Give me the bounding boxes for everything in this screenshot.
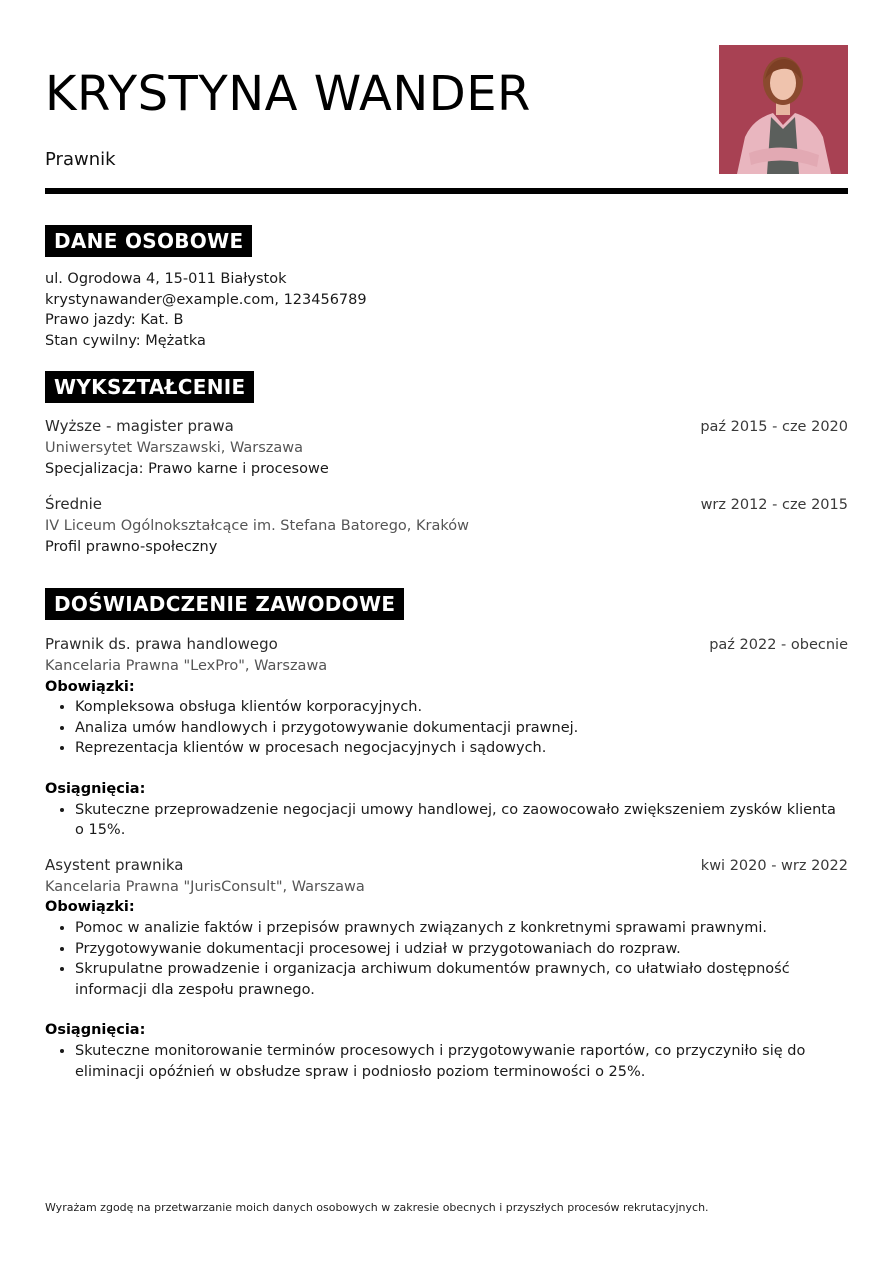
education-section: [45, 371, 848, 557]
education-entry: [45, 494, 848, 557]
list-item: • Pomoc w analizie faktów i przepisów prawnych związanych z konkretnymi sprawami prawnymi.: [75, 918, 848, 939]
address-line: ul. Ogrodowa 4, 15-011 Białystok: [45, 271, 287, 287]
personal-details: [45, 269, 848, 351]
section-title-personal: DANE OSOBOWE: [45, 225, 252, 257]
section-title-education: WYKSZTAŁCENIE: [45, 371, 254, 403]
list-item: • Skuteczne monitorowanie terminów procesowych i przygotowywanie raportów, co przyczyniło się do eliminacji opóźnień w obsłudze spraw i podniosło poziom terminowości o 25%.: [75, 1041, 848, 1082]
list-item: • Przygotowywanie dokumentacji procesowej i udział w przygotowaniach do rozpraw.: [75, 939, 848, 960]
profile-photo: [719, 45, 848, 174]
personal-section: [45, 225, 848, 351]
duties-label: Obowiązki:: [45, 678, 135, 695]
list-item: • Skuteczne przeprowadzenie negocjacji umowy handlowej, co zaowocowało zwiększeniem zysków klienta o 15%.: [75, 800, 848, 841]
education-description: Specjalizacja: Prawo karne i procesowe: [45, 460, 329, 477]
contact-line: krystynawander@example.com, 123456789: [45, 291, 367, 308]
education-dates: wrz 2012 - cze 2015: [700, 497, 848, 514]
header-divider: [45, 188, 848, 194]
experience-entry: [45, 634, 848, 841]
experience-section: [45, 588, 848, 1082]
education-degree: Wyższe - magister prawa: [45, 417, 234, 435]
experience-entry: [45, 855, 848, 1082]
duties-list: [45, 697, 848, 759]
portrait-image: [719, 45, 848, 174]
education-school: Uniwersytet Warszawski, Warszawa: [45, 440, 304, 456]
education-entry: [45, 416, 848, 479]
list-item: • Skrupulatne prowadzenie i organizacja archiwum dokumentów prawnych, co ułatwiało dostępność informacji dla zespołu prawnego.: [75, 959, 848, 1000]
achievements-list: [45, 800, 848, 841]
duties-label: Obowiązki:: [45, 899, 135, 916]
education-dates: paź 2015 - cze 2020: [700, 419, 848, 435]
resume-page: [45, 0, 848, 1263]
job-position: Asystent prawnika: [45, 855, 184, 874]
education-degree: Średnie: [45, 495, 103, 514]
job-position: Prawnik ds. prawa handlowego: [45, 635, 278, 653]
marital-status-line: Stan cywilny: Mężatka: [45, 332, 206, 349]
list-item: • Kompleksowa obsługa klientów korporacyjnych.: [75, 697, 848, 718]
candidate-role: Prawnik: [45, 149, 116, 170]
job-company: Kancelaria Prawna "JurisConsult", Warszawa: [45, 878, 365, 895]
job-dates: kwi 2020 - wrz 2022: [700, 857, 848, 874]
list-item: • Analiza umów handlowych i przygotowywanie dokumentacji prawnej.: [75, 718, 848, 739]
candidate-name: KRYSTYNA WANDER: [45, 66, 531, 122]
section-title-experience: DOŚWIADCZENIE ZAWODOWE: [45, 588, 404, 620]
education-description: Profil prawno-społeczny: [45, 538, 218, 555]
resume-header: [45, 0, 848, 196]
job-company: Kancelaria Prawna "LexPro", Warszawa: [45, 658, 328, 674]
list-item: • Reprezentacja klientów w procesach negocjacyjnych i sądowych.: [75, 738, 848, 759]
achievements-list: [45, 1041, 848, 1082]
duties-list: [45, 918, 848, 1000]
achievements-label: Osiągnięcia:: [45, 780, 146, 797]
education-school: IV Liceum Ogólnokształcące im. Stefana Batorego, Kraków: [45, 518, 469, 535]
achievements-label: Osiągnięcia:: [45, 1022, 146, 1039]
job-dates: paź 2022 - obecnie: [709, 637, 848, 653]
gdpr-consent-clause: Wyrażam zgodę na przetwarzanie moich danych osobowych w zakresie obecnych i przyszłych procesów rekrutacyjnych.: [45, 1201, 709, 1214]
driving-license-line: Prawo jazdy: Kat. B: [45, 312, 184, 329]
